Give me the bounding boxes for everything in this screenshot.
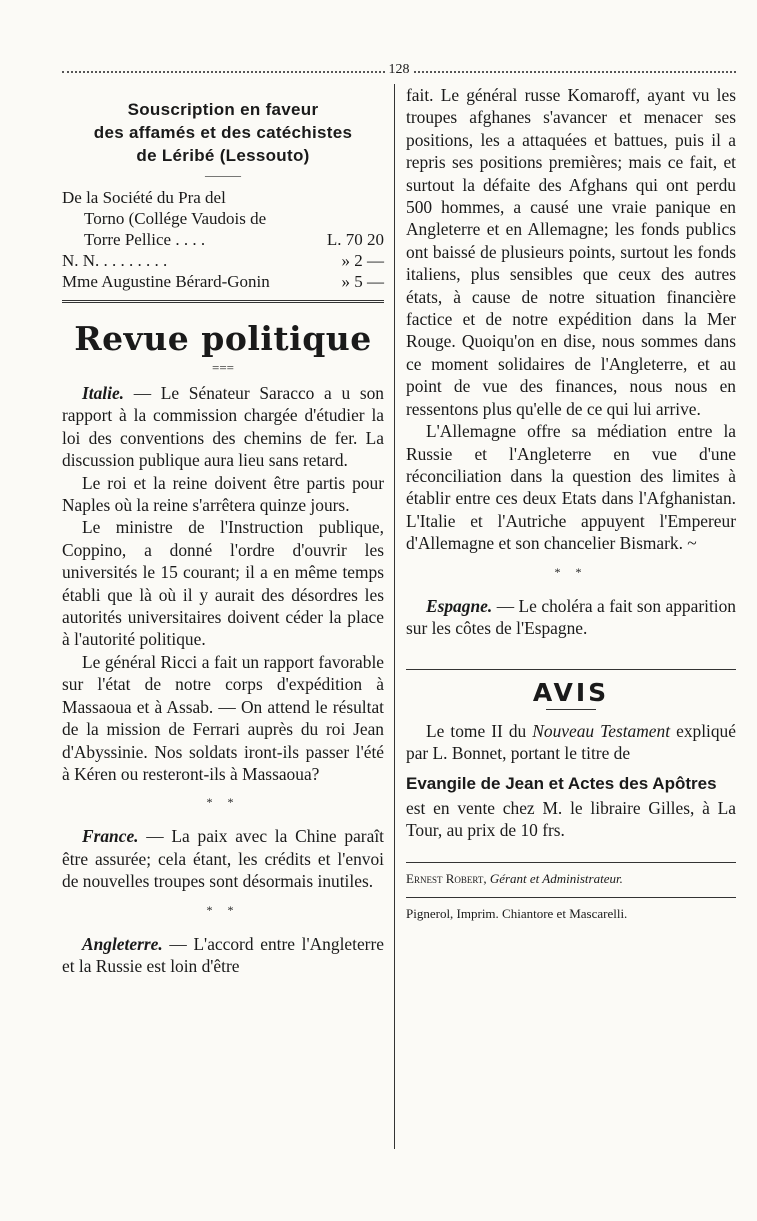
left-column: [62, 84, 384, 977]
avis-text-b: expliqué par L. Bonnet, portant le titre de: [406, 720, 736, 764]
entry-name-line: Torno (Collége Vaudois de: [84, 209, 267, 228]
allemagne-paragraph: L'Allemagne offre sa médiation entre la Russie et l'Angleterre en vue d'une réconciliation dans la question des limites à établir entre ces deux Etats dans l'Afghanistan. L'Italie et l'Autriche appuyent l'Empereur d'Allemagne et son chancelier Bismark. ~: [406, 421, 736, 554]
avis-top-rule: [406, 669, 736, 670]
page-header: [62, 62, 736, 78]
country-label-france: France.: [82, 826, 139, 847]
section-double-rule: [62, 300, 384, 303]
subscription-entry: [62, 250, 384, 271]
subscription-dash: ———: [205, 168, 241, 182]
subscription-title-line-1: Souscription en faveur: [127, 100, 319, 119]
footer-manager: [406, 871, 736, 887]
angleterre-paragraph: [62, 933, 384, 978]
section-stars: * *: [206, 902, 240, 917]
france-paragraph: [62, 825, 384, 892]
subscription-title: [62, 98, 384, 167]
subscription-title-line-3: de Léribé (Lessouto): [136, 146, 310, 165]
section-stars: * *: [206, 795, 240, 810]
entry-name-line: De la Société du Pra del: [62, 188, 226, 207]
angleterre-text: — L'accord entre l'Angleterre et la Russie est loin d'être: [62, 933, 384, 976]
entry-amount: L. 70 20: [326, 230, 384, 249]
right-column: [406, 84, 736, 922]
subscription-entry: [62, 187, 384, 250]
page-number: 128: [388, 62, 410, 77]
italie-paragraph-3: Le ministre de l'Instruction publique, Coppino, a donné l'ordre d'ouvrir les universités le 15 courant; il a en même temps établi que là où il y aurait des désordres les autorités universitaires doivent céder la place à l'autorité politique.: [62, 517, 384, 650]
footer-rule: [406, 862, 736, 863]
heading-rule: ===: [212, 360, 234, 375]
italie-paragraph-4: Le général Ricci a fait un rapport favorable sur l'état de notre corps d'expédition à Massaoua et à Assab. — On attend le résultat de la mission de Ferrari auprès du roi Jean d'Abyssinie. Nos soldats iront-ils passer l'été à Kéren ou resteront-ils à Massaoua?: [62, 651, 384, 784]
entry-amount: » 2 —: [341, 251, 384, 270]
footer-rule: [406, 897, 736, 898]
avis-sale-text: est en vente chez M. le libraire Gilles, à La Tour, au prix de 10 frs.: [406, 797, 736, 841]
revue-politique-heading: Revue politique: [74, 319, 372, 358]
manager-role: Gérant et Administrateur.: [489, 870, 623, 886]
entry-name: N. N. . . . . . . . .: [62, 251, 168, 270]
section-stars: * *: [554, 564, 588, 579]
entry-name: Mme Augustine Bérard-Gonin: [62, 272, 270, 291]
subscription-title-line-2: des affamés et des catéchistes: [93, 123, 353, 142]
subscription-entry: [62, 271, 384, 292]
espagne-text: — Le choléra a fait son apparition sur les côtes de l'Espagne.: [406, 595, 736, 638]
country-label-italie: Italie.: [82, 383, 125, 403]
avis-book-title: Nouveau Testament: [532, 720, 671, 741]
avis-book-name: Evangile de Jean et Actes des Apôtres: [406, 773, 717, 793]
italie-paragraph-2: Le roi et la reine doivent être partis pour Naples où la reine s'arrêtera quinze jours.: [62, 472, 384, 516]
country-label-angleterre: Angleterre.: [82, 933, 163, 954]
italie-paragraph: [62, 382, 384, 472]
espagne-paragraph: [406, 595, 736, 640]
avis-paragraph: [406, 720, 736, 765]
country-label-espagne: Espagne.: [426, 595, 493, 616]
france-text: — La paix avec la Chine paraît être assurée; cela étant, les crédits et l'envoi de nouvelles troupes sont désormais inutiles.: [62, 826, 384, 892]
avis-text-a: Le tome II du: [426, 720, 527, 741]
angleterre-continued: fait. Le général russe Komaroff, ayant vu les troupes afghanes s'avancer et menacer ses positions, les a attaquées et battues, puis il a repris ses positions premières; mais ce fait, et surtout la défaite des Afghans qui ont perdu 500 hommes, a causé une vraie panique en Angleterre et en Allemagne; les fonds publics ont baissé de plusieurs points, surtout les fonds italiens, plus sensibles que ceux des autres états, à cause de notre situation financière factice et de notre expédition dans la Mer Rouge. Quoiqu'on en dise, nous sommes dans ce moment solidaires de l'Angleterre, et au point de vue des finances, nous nous en ressentons plus qu'elle de ce qui lui arrive.: [406, 85, 736, 419]
entry-amount: » 5 —: [341, 272, 384, 291]
header-rule-right: [414, 71, 737, 73]
manager-name: Ernest Robert,: [406, 870, 487, 886]
avis-dash: [546, 709, 596, 710]
column-divider: [394, 84, 395, 1149]
avis-heading: AVIS: [532, 678, 610, 708]
footer-printer: Pignerol, Imprim. Chiantore et Mascarelli.: [406, 905, 628, 921]
italie-text: — Le Sénateur Saracco a u son rapport à la commission chargée d'étudier la loi des conventions des chemins de fer. La discussion publique aura lieu sans retard.: [62, 383, 384, 471]
entry-name-line: Torre Pellice . . . .: [84, 230, 206, 249]
header-rule-left: [62, 71, 385, 73]
